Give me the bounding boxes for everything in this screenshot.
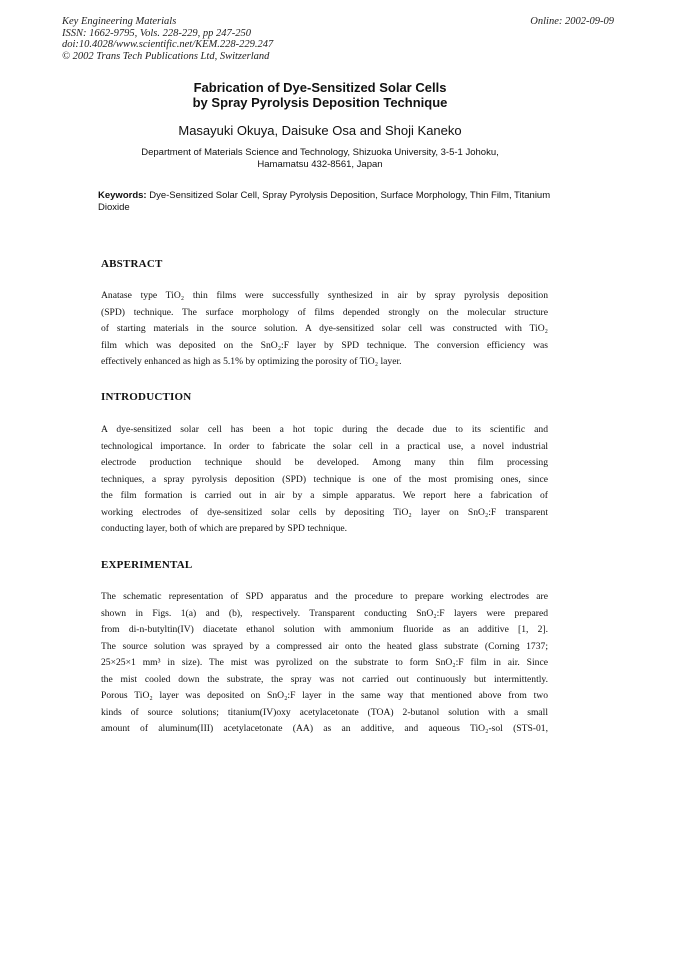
affiliation (110, 147, 530, 171)
text-line: amount of aluminum(III) acetylacetonate (AA) as an additive, and aqueous TiO₂-sol (STS-01, (101, 723, 548, 734)
paper-title (120, 80, 520, 110)
text-line: Porous TiO₂ layer was deposited on SnO₂:F layer in the same way that mentioned above from two (101, 690, 548, 701)
text-line: kinds of source solutions; titanium(IV)oxy acetylacetonate (TOA) 2-butanol solution with a small (101, 706, 548, 718)
text-line: shown in Figs. 1(a) and (b), respectively. Transparent conducting SnO₂:F layers were prepared (101, 607, 548, 619)
copyright-line: © 2002 Trans Tech Publications Ltd, Switzerland (62, 50, 270, 62)
title-line: by Spray Pyrolysis Deposition Technique (192, 95, 448, 110)
text-line: 25×25×1 mm³ in size). The mist was pyrolized on the substrate to form SnO₂:F film in air. Since (101, 657, 548, 668)
journal-name: Key Engineering Materials (62, 16, 177, 27)
keywords (98, 190, 560, 214)
text-line: electrode production technique should be developed. Among many thin film processing (101, 457, 548, 468)
text-line: conducting layer, both of which are prepared by SPD technique. (101, 523, 348, 534)
affiliation-line: Department of Materials Science and Technology, Shizuoka University, 3-5-1 Johoku, (141, 147, 499, 158)
text-line: working electrodes of dye-sensitized solar cells by depositing TiO₂ layer on SnO₂:F transparent (101, 506, 548, 518)
keywords-label: Keywords: (98, 190, 147, 201)
text-line: the mist cooled down the substrate, the spray was not carried out continuously but intermittently. (101, 673, 548, 685)
text-line: A dye-sensitized solar cell has been a hot topic during the decade due to its scientific and (101, 424, 548, 435)
abstract-body (101, 288, 548, 371)
introduction-body (101, 422, 548, 538)
text-line: Anatase type TiO₂ thin films were successfully synthesized in air by spray pyrolysis deposition (101, 290, 548, 301)
issn-line: ISSN: 1662-9795, Vols. 228-229, pp 247-250 (62, 27, 251, 39)
text-line: of starting materials in the source solution. A dye-sensitized solar cell was constructed with TiO₂ (101, 323, 548, 334)
title-line: Fabrication of Dye-Sensitized Solar Cells (193, 80, 447, 95)
text-line: techniques, a spray pyrolysis deposition (SPD) technique is one of the most promising ones, since (101, 473, 548, 485)
doi-line: doi:10.4028/www.scientific.net/KEM.228-229.247 (62, 39, 274, 50)
text-line: The schematic representation of SPD apparatus and the procedure to prepare working electrodes are (101, 591, 548, 602)
text-line: effectively enhanced as high as 5.1% by optimizing the porosity of TiO₂ layer. (101, 356, 402, 367)
text-line: technological importance. In order to fabricate the solar cell in a practical use, a novel industrial (101, 440, 548, 452)
online-date: Online: 2002-09-09 (530, 16, 614, 27)
experimental-body (101, 589, 548, 738)
text-line: film which was deposited on the SnO₂:F layer by SPD technique. The conversion efficiency was (101, 339, 548, 351)
text-line: the film formation is carried out in air by a simple apparatus. We report here a fabrication of (101, 490, 548, 501)
introduction-heading: INTRODUCTION (101, 391, 192, 403)
journal-header (62, 16, 422, 62)
authors: Masayuki Okuya, Daisuke Osa and Shoji Kaneko (178, 123, 462, 138)
abstract-heading: ABSTRACT (101, 258, 163, 270)
experimental-heading: EXPERIMENTAL (101, 559, 193, 571)
text-line: from di-n-butyltin(IV) diacetate ethanol solution with ammonium fluoride as an additive [1, 2]. (101, 624, 548, 635)
affiliation-line: Hamamatsu 432-8561, Japan (257, 159, 383, 170)
keywords-text: Dye-Sensitized Solar Cell, Spray Pyrolysis Deposition, Surface Morphology, Thin Film, Titanium Dioxide (98, 190, 551, 213)
text-line: (SPD) technique. The surface morphology of films depended strongly on the molecular structure (101, 306, 548, 318)
text-line: The source solution was sprayed by a compressed air onto the heated glass substrate (Corning 1737; (101, 640, 548, 652)
